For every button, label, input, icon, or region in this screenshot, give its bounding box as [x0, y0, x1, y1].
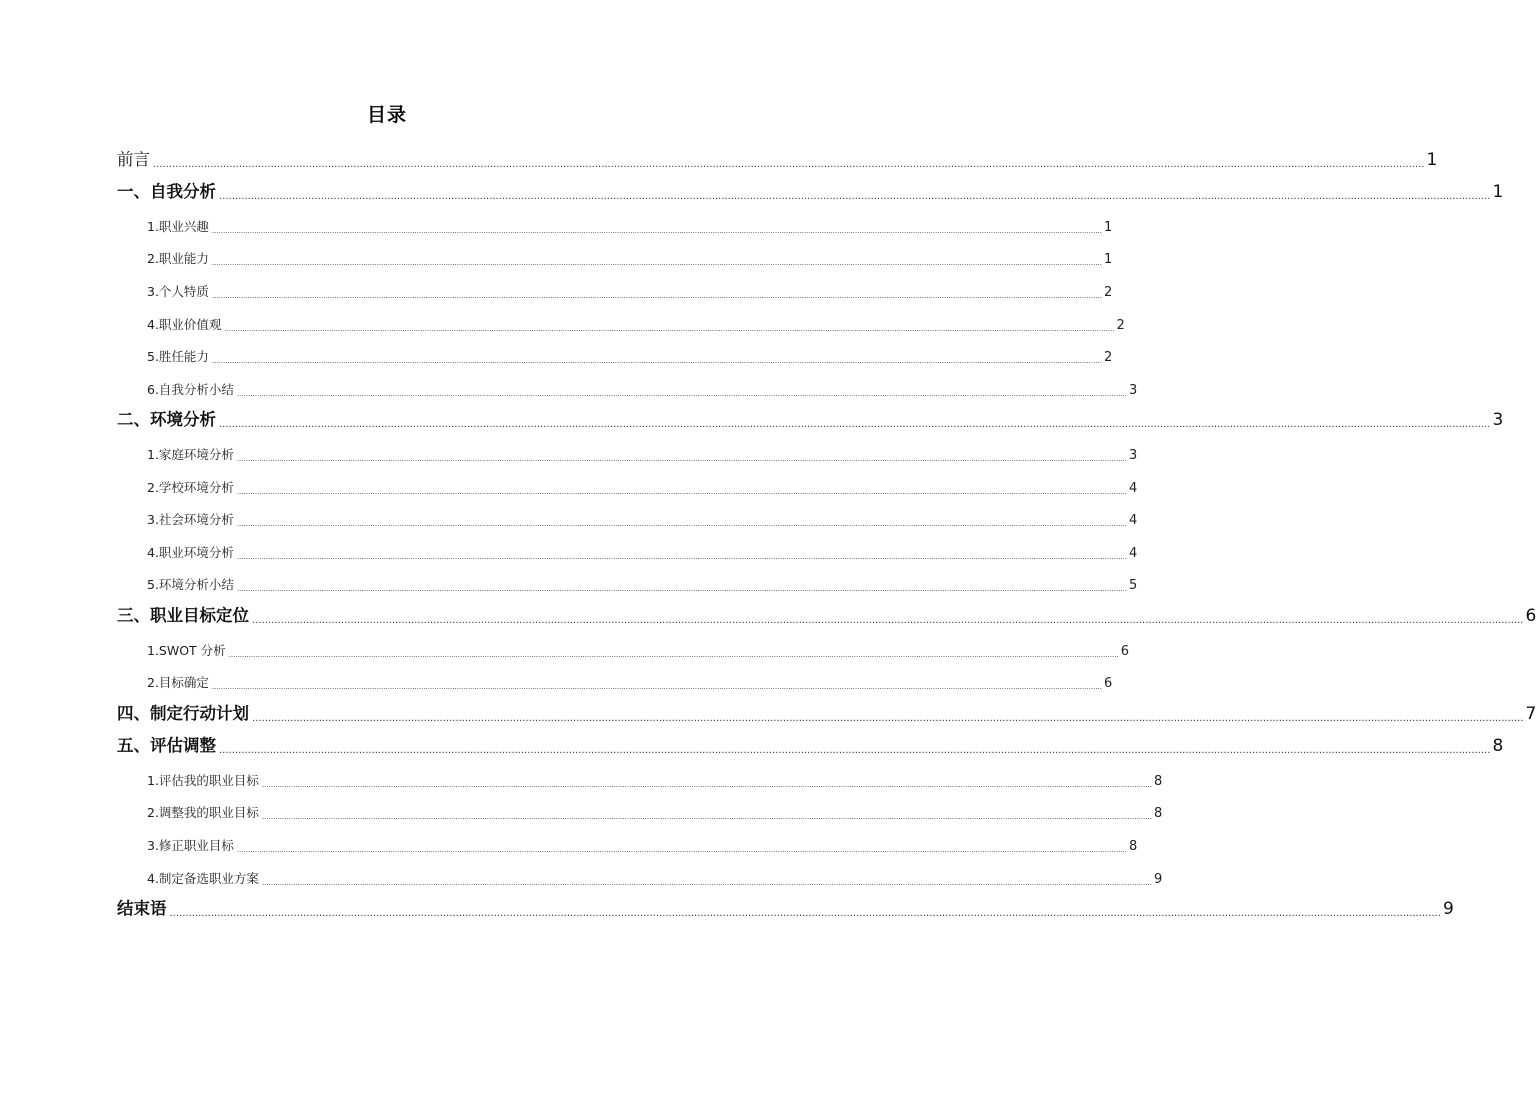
toc-dot-leader: ................................................................................................................................................................................................................................................................................................................................................................................................................ — [224, 324, 1115, 333]
toc-section-entry[interactable] — [117, 694, 1536, 727]
toc-entry-label: 1.家庭环境分析 — [147, 446, 234, 462]
toc-subsection-entry[interactable] — [117, 564, 1138, 597]
toc-page-number: 4 — [1128, 480, 1138, 496]
toc-subsection-entry[interactable] — [117, 303, 1125, 336]
toc-dot-leader: ................................................................................................................................................................................................................................................................................................................................................................................................................ — [211, 357, 1102, 366]
toc-subsection-entry[interactable] — [117, 531, 1138, 564]
toc-page-number: 3 — [1492, 410, 1504, 431]
toc-dot-leader: ................................................................................................................................................................................................................................................................................................................................................................................................................ — [153, 158, 1425, 170]
toc-dot-leader: ................................................................................................................................................................................................................................................................................................................................................................................................................ — [236, 487, 1127, 496]
toc-dot-leader: ................................................................................................................................................................................................................................................................................................................................................................................................................ — [261, 780, 1152, 789]
toc-entry-label: 2.调整我的职业目标 — [147, 805, 259, 821]
toc-page-number: 3 — [1128, 382, 1138, 398]
toc-page-number: 9 — [1442, 899, 1454, 920]
toc-subsection-entry[interactable] — [117, 792, 1163, 825]
toc-entry-label: 5.胜任能力 — [147, 349, 209, 365]
toc-page-number: 5 — [1128, 578, 1138, 594]
toc-subsection-entry[interactable] — [117, 466, 1138, 499]
toc-entry-label: 2.学校环境分析 — [147, 479, 234, 495]
toc-entry-label: 4.职业价值观 — [147, 316, 222, 332]
toc-subsection-entry[interactable] — [117, 368, 1138, 401]
toc-entry-label: 3.个人特质 — [147, 283, 209, 299]
toc-page-number: 3 — [1128, 447, 1138, 463]
toc-dot-leader: ................................................................................................................................................................................................................................................................................................................................................................................................................ — [236, 389, 1127, 398]
toc-page-number: 6 — [1120, 643, 1129, 659]
toc-dot-leader: ................................................................................................................................................................................................................................................................................................................................................................................................................ — [219, 745, 1491, 757]
toc-subsection-entry[interactable] — [117, 205, 1113, 238]
toc-page-number: 8 — [1128, 839, 1138, 855]
toc-subsection-entry[interactable] — [117, 270, 1113, 303]
toc-section-entry[interactable] — [117, 890, 1454, 923]
toc-dot-leader: ................................................................................................................................................................................................................................................................................................................................................................................................................ — [211, 291, 1102, 300]
toc-entry-label: 前言 — [117, 149, 150, 169]
toc-page-number: 9 — [1153, 871, 1163, 887]
toc-entry-label: 1.职业兴趣 — [147, 218, 209, 234]
toc-section-entry[interactable] — [117, 173, 1504, 206]
toc-entry-label: 4.制定备选职业方案 — [147, 870, 259, 886]
toc-page-number: 7 — [1525, 703, 1536, 724]
toc-dot-leader: ................................................................................................................................................................................................................................................................................................................................................................................................................ — [236, 454, 1127, 463]
toc-entry-label: 4.职业环境分析 — [147, 544, 234, 560]
toc-dot-leader: ................................................................................................................................................................................................................................................................................................................................................................................................................ — [236, 846, 1127, 855]
toc-page-number: 2 — [1103, 350, 1113, 366]
toc-dot-leader: ................................................................................................................................................................................................................................................................................................................................................................................................................ — [211, 259, 1102, 268]
toc-page-number: 1 — [1492, 182, 1504, 203]
toc-page-number: 6 — [1103, 676, 1113, 692]
toc-entry-label: 四、制定行动计划 — [117, 703, 249, 723]
toc-subsection-entry[interactable] — [117, 857, 1163, 890]
toc-entry-label: 二、环境分析 — [117, 410, 216, 430]
toc-dot-leader: ................................................................................................................................................................................................................................................................................................................................................................................................................ — [219, 191, 1491, 203]
toc-page-number: 2 — [1116, 317, 1125, 333]
toc-section-entry[interactable] — [117, 401, 1504, 434]
toc-entry-label: 3.社会环境分析 — [147, 512, 234, 528]
toc-page-number: 8 — [1153, 806, 1163, 822]
toc-subsection-entry[interactable] — [117, 759, 1163, 792]
toc-entry-label: 三、职业目标定位 — [117, 605, 249, 625]
toc-dot-leader: ................................................................................................................................................................................................................................................................................................................................................................................................................ — [261, 813, 1152, 822]
toc-title: 目录 — [366, 104, 407, 126]
toc-page-number: 2 — [1103, 284, 1113, 300]
toc-entry-label: 3.修正职业目标 — [147, 838, 234, 854]
toc-page-number: 4 — [1128, 545, 1138, 561]
toc-entry-label: 5.环境分析小结 — [147, 577, 234, 593]
toc-dot-leader: ................................................................................................................................................................................................................................................................................................................................................................................................................ — [211, 226, 1102, 235]
toc-entry-label: 一、自我分析 — [117, 182, 216, 202]
toc-section-entry[interactable] — [117, 727, 1504, 760]
toc-page-number: 1 — [1103, 252, 1113, 268]
toc-entry-label: 6.自我分析小结 — [147, 381, 234, 397]
toc-dot-leader: ................................................................................................................................................................................................................................................................................................................................................................................................................ — [252, 712, 1524, 724]
table-of-contents — [117, 140, 1536, 922]
toc-subsection-entry[interactable] — [117, 824, 1138, 857]
toc-dot-leader: ................................................................................................................................................................................................................................................................................................................................................................................................................ — [211, 683, 1102, 692]
toc-page-number: 8 — [1153, 773, 1163, 789]
toc-dot-leader: ................................................................................................................................................................................................................................................................................................................................................................................................................ — [236, 585, 1127, 594]
toc-page-number: 8 — [1492, 736, 1504, 757]
toc-entry-label: 结束语 — [117, 899, 167, 919]
toc-entry-label: 2.职业能力 — [147, 251, 209, 267]
toc-dot-leader: ................................................................................................................................................................................................................................................................................................................................................................................................................ — [236, 520, 1127, 529]
toc-subsection-entry[interactable] — [117, 629, 1129, 662]
toc-entry-label: 1.评估我的职业目标 — [147, 772, 259, 788]
toc-entry-label: 五、评估调整 — [117, 736, 216, 756]
toc-entry-label: 1.SWOT 分析 — [147, 642, 226, 658]
toc-page-number: 4 — [1128, 513, 1138, 529]
toc-dot-leader: ................................................................................................................................................................................................................................................................................................................................................................................................................ — [169, 908, 1441, 920]
toc-dot-leader: ................................................................................................................................................................................................................................................................................................................................................................................................................ — [261, 878, 1152, 887]
toc-subsection-entry[interactable] — [117, 238, 1113, 271]
toc-dot-leader: ................................................................................................................................................................................................................................................................................................................................................................................................................ — [236, 552, 1127, 561]
toc-dot-leader: ................................................................................................................................................................................................................................................................................................................................................................................................................ — [252, 614, 1524, 626]
toc-dot-leader: ................................................................................................................................................................................................................................................................................................................................................................................................................ — [219, 419, 1491, 431]
toc-subsection-entry[interactable] — [117, 336, 1113, 369]
toc-page-number: 6 — [1525, 605, 1536, 626]
toc-section-entry[interactable] — [117, 140, 1438, 173]
toc-page-number: 1 — [1426, 149, 1438, 170]
toc-section-entry[interactable] — [117, 596, 1536, 629]
toc-subsection-entry[interactable] — [117, 499, 1138, 532]
toc-entry-label: 2.目标确定 — [147, 675, 209, 691]
toc-subsection-entry[interactable] — [117, 433, 1138, 466]
toc-page-number: 1 — [1103, 219, 1113, 235]
toc-dot-leader: ................................................................................................................................................................................................................................................................................................................................................................................................................ — [228, 650, 1119, 659]
toc-subsection-entry[interactable] — [117, 662, 1113, 695]
